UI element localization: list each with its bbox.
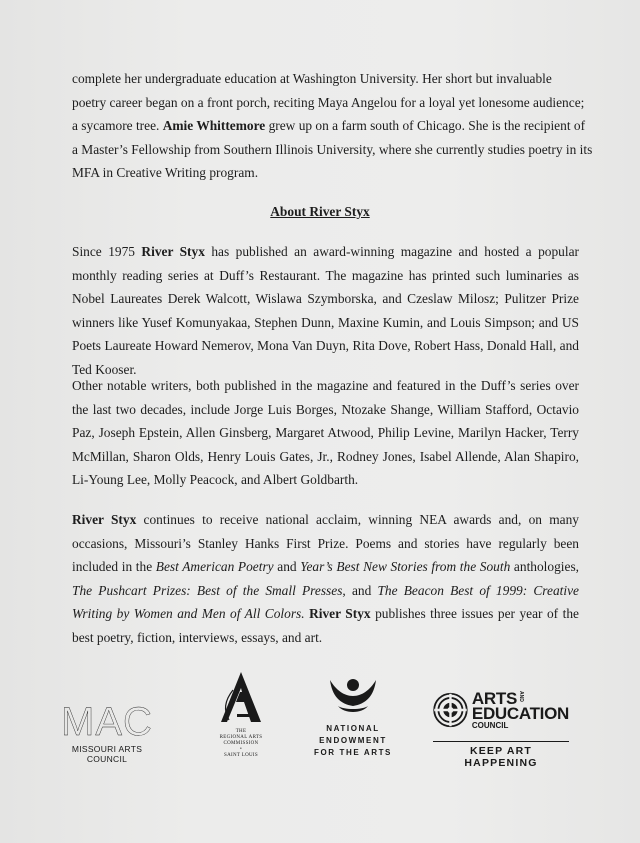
intro-line: a Master’s Fellowship from Southern Illinois University, where she currently studies poetry in its [72, 141, 593, 157]
intro-line: MFA in Creative Writing program. [72, 165, 259, 181]
aec-arts: ARTS [471, 688, 517, 708]
regional-arts-a-icon [215, 670, 267, 724]
rac-text: THE REGIONAL ARTS COMMISSION • SAINT LOUIS [219, 729, 263, 758]
notable-writers-paragraph: Other notable writers, both published in the magazine and featured in the Duff’s series over the last two decades, include Jorge Luis Borges, Ntozake Shange, William Stafford, Octavio Paz, Joseph Epstein, Allen Ginsberg, Margaret Atwood, Philip Levine, Marilyn Hacker, Terry McMillan, Sharon Olds, Henry Louis Gates, Jr., Rodney Jones, Isabel Allende, Alan Shapiro, Li-Young Lee, Molly Peacock, and Albert Goldbarth. [72, 378, 579, 488]
mac-org-name: MISSOURI ARTS COUNCIL [71, 744, 143, 764]
intro-line: a sycamore tree. Amie Whittemore grew up on a farm south of Chicago. She is the recipient of [72, 118, 586, 134]
aec-logo [433, 681, 569, 769]
history-paragraph: Since 1975 River Styx has published an award-winning magazine and hosted a popular monthly reading series at Duff’s Restaurant. The magazine has printed such luminaries as Nobel Laureates Derek Walcott, Wislawa Szymborska, and Czeslaw Milosz; Pulitzer Prize winners like Yusef Komunyakaa, Stephen Dunn, Maxine Kumin, and Louis Simpson; and US Poets Laureate Howard Nemerov, Mona Van Duyn, Rita Dove, Robert Hass, Donald Hall, and Ted Kooser. [72, 244, 579, 377]
section-heading: About River Styx [270, 204, 370, 219]
aec-tagline: KEEP ART HAPPENING [433, 741, 569, 769]
aec-council: COUNCIL [471, 720, 509, 730]
acclaim-paragraph: River Styx continues to receive national acclaim, winning NEA awards and, on many occasions, Missouri’s Stanley Hanks First Prize. Poems and stories have regularly been included in the Best American Poetry and Year’s Best New Stories from the South anthologies, The Pushcart Prizes: Best of the Small Presses, and The Beacon Best of 1999: Creative Writing by Women and Men of All Colors. River Styx publishes three issues per year of the best poetry, fiction, interviews, essays, and art. [72, 512, 580, 645]
aec-circle-icon [433, 681, 468, 739]
intro-line: poetry career began on a front porch, reciting Maya Angelou for a loyal yet lonesome audience; [72, 94, 585, 110]
mac-letters: MAC [61, 700, 153, 744]
intro-line: complete her undergraduate education at Washington University. Her short but invaluable [72, 71, 552, 86]
nea-name: NATIONAL ENDOWMENT FOR THE ARTS [313, 724, 392, 757]
nea-figure-icon [326, 676, 380, 718]
intro-paragraph [72, 67, 593, 185]
author-name: Amie Whittemore [162, 118, 266, 134]
nea-logo [310, 676, 396, 759]
mac-logo [52, 702, 162, 764]
aec-and: AND [517, 690, 524, 702]
regional-arts-a-logo [212, 670, 270, 759]
aec-education: EDUCATION [471, 703, 569, 723]
